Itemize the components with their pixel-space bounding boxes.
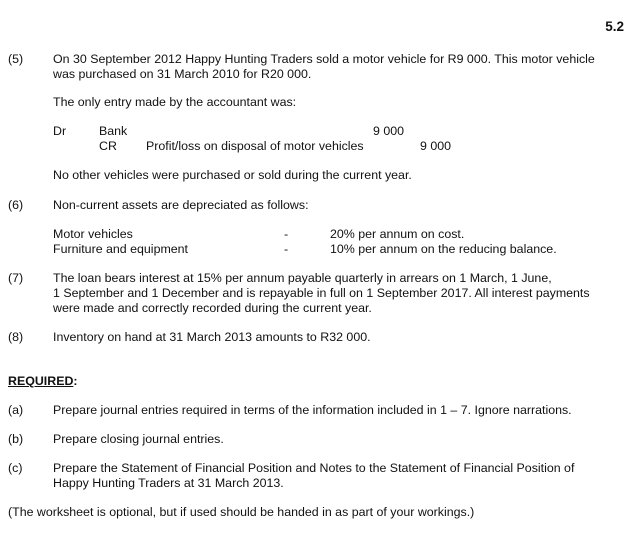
depreciation-dash: -	[284, 242, 289, 256]
required-heading-wrap	[8, 374, 78, 389]
footnote: (The worksheet is optional, but if used should be handed in as part of your workings.)	[8, 505, 475, 519]
depreciation-rate: 10% per annum on the reducing balance.	[330, 242, 557, 256]
item-text: was purchased on 31 March 2010 for R20 000.	[53, 67, 312, 81]
item-text: On 30 September 2012 Happy Hunting Traders sold a motor vehicle for R9 000. This motor vehicle	[53, 52, 595, 66]
item-text: were made and correctly recorded during the current year.	[53, 301, 372, 315]
item-text: Inventory on hand at 31 March 2013 amounts to R32 000.	[53, 330, 371, 344]
item-number: (8)	[8, 330, 24, 344]
item-text: 1 September and 1 December and is repayable in full on 1 September 2017. All interest payments	[53, 286, 590, 300]
item-text: Non-current assets are depreciated as follows:	[53, 198, 309, 212]
required-colon: :	[73, 374, 78, 388]
journal-dr-account: Bank	[99, 124, 128, 138]
task-text: Happy Hunting Traders at 31 March 2013.	[53, 476, 284, 490]
journal-cr-amount: 9 000	[420, 139, 452, 153]
task-text: Prepare closing journal entries.	[53, 432, 224, 446]
task-label: (a)	[8, 403, 24, 417]
depreciation-asset: Motor vehicles	[53, 227, 133, 241]
task-label: (c)	[8, 461, 23, 475]
item-number: (5)	[8, 52, 24, 66]
journal-dr-label: Dr	[53, 124, 67, 138]
journal-cr-account: Profit/loss on disposal of motor vehicles	[146, 139, 364, 153]
depreciation-rate: 20% per annum on cost.	[330, 227, 465, 241]
task-text: Prepare the Statement of Financial Position and Notes to the Statement of Financial Position of	[53, 461, 575, 475]
item-number: (6)	[8, 198, 24, 212]
item-number: (7)	[8, 271, 24, 285]
item-note: No other vehicles were purchased or sold during the current year.	[53, 168, 412, 182]
page-number: 5.2	[605, 19, 624, 34]
entry-intro: The only entry made by the accountant was:	[53, 95, 297, 109]
depreciation-dash: -	[284, 227, 289, 241]
journal-dr-amount: 9 000	[373, 124, 405, 138]
depreciation-asset: Furniture and equipment	[53, 242, 189, 256]
item-text: The loan bears interest at 15% per annum payable quarterly in arrears on 1 March, 1 June,	[53, 271, 552, 285]
task-text: Prepare journal entries required in terms of the information included in 1 – 7. Ignore narrations.	[53, 403, 572, 417]
journal-cr-label: CR	[99, 139, 117, 153]
required-heading: REQUIRED	[8, 374, 74, 388]
task-label: (b)	[8, 432, 24, 446]
